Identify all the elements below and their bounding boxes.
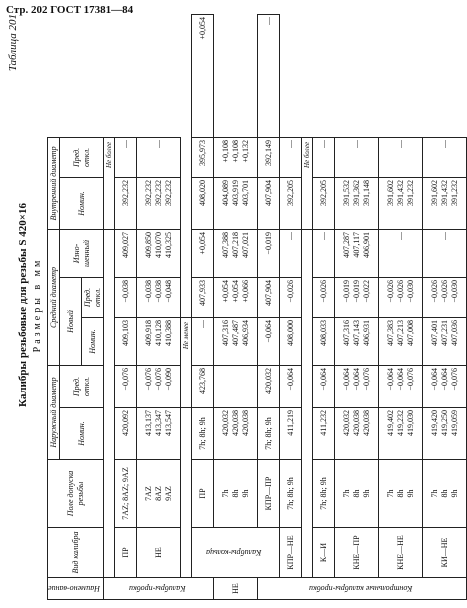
table-cell: 407,316 407,143 406,931	[335, 317, 379, 365]
header-inner-pred: Пред. откл.	[60, 137, 104, 177]
table-cell: +0,054	[192, 229, 214, 277]
table-cell: 7h; 8h; 9h	[258, 408, 280, 460]
header-inner: Внутренний диаметр	[48, 137, 60, 229]
table-number: Таблица 201	[7, 14, 19, 72]
table-cell: 392,205	[313, 177, 335, 229]
header-kind: Вид калибра	[48, 528, 104, 578]
table-cell: +0,054 +0,054 +0,066	[214, 277, 258, 317]
table-cell: КНЕ—ПР	[335, 528, 379, 578]
header-worn: Изно-шенный	[60, 229, 104, 277]
group-rings: Калибры-кольца	[192, 528, 280, 578]
table-cell: 420,032 420,038 420,038	[214, 408, 258, 460]
table-cell: —	[280, 137, 302, 177]
table-cell: 408,033	[313, 317, 335, 365]
table-cell: —	[115, 137, 137, 177]
header-outer: Наружный диаметр	[48, 365, 60, 459]
table-cell: К—И	[313, 528, 335, 578]
table-cell: 420,032	[258, 365, 280, 407]
table-cell: −0,064 −0,064 −0,076	[335, 365, 379, 407]
table-cell: 7h; 8h; 9h	[313, 460, 335, 528]
table-cell: 409,103	[115, 317, 137, 365]
table-row	[137, 15, 181, 600]
table-cell: 392,232	[115, 177, 137, 229]
table-cell: 392,232 392,232 392,232	[137, 177, 181, 229]
table-cell: —	[379, 229, 423, 277]
table-cell: 7h 8h 9h	[335, 460, 379, 528]
gauge-table	[47, 14, 467, 600]
table-cell: КПР—НЕ	[280, 528, 302, 578]
table-cell: ПР	[192, 460, 214, 528]
table-cell: −0,026	[313, 277, 335, 317]
table-cell: ПР	[115, 528, 137, 578]
table-cell: 407,933	[192, 277, 214, 317]
table-cell: КНЕ—НЕ	[379, 528, 423, 578]
table-cell: НЕ	[137, 528, 181, 578]
table-cell: 7h 8h 9h	[379, 460, 423, 528]
table-cell: −0,038 −0,038 −0,048	[137, 277, 181, 317]
table-cell: 395,973	[192, 137, 214, 177]
page-header: Стр. 202 ГОСТ 17381—84	[6, 4, 134, 16]
table-cell: −0,026	[280, 277, 302, 317]
table-cell: КИ—НЕ	[423, 528, 467, 578]
table-cell: 407,904	[258, 277, 280, 317]
table-cell: 407,383 407,213 407,008	[379, 317, 423, 365]
table-cell: 392,149	[258, 137, 280, 177]
table-cell: 407,388 407,218 407,021	[214, 229, 258, 277]
table-cell: —	[313, 137, 335, 177]
header-outer-nominal: Номин.	[60, 408, 104, 460]
table-cell: —	[379, 137, 423, 177]
table-cell: —	[192, 317, 214, 365]
table-cell: 407,401 407,231 407,036	[423, 317, 467, 365]
table-cell: 420,092	[115, 408, 137, 460]
header-tolerance: Поле допуска резьбы	[48, 460, 104, 528]
table-cell: −0,026 −0,026 −0,030	[423, 277, 467, 317]
table-row	[214, 15, 258, 600]
table-cell: 7h; 8h; 9h	[192, 408, 214, 460]
table-cell: +0,108 +0,108 +0,132	[214, 137, 258, 177]
table-row	[313, 15, 335, 600]
table-cell: 7h; 8h; 9h	[280, 460, 302, 528]
table-cell: 408,020	[192, 177, 214, 229]
table-row	[379, 15, 423, 600]
table-cell: −0,019 −0,019 −0,022	[335, 277, 379, 317]
table-cell: 408,000	[280, 317, 302, 365]
table-cell: 413,137 413,347 413,547	[137, 408, 181, 460]
table-cell: 407,287 407,117 406,901	[335, 229, 379, 277]
table-cell: 7AZ 8AZ 9AZ	[137, 460, 181, 528]
note-ne-bolee-1: Не более	[104, 137, 115, 229]
table-cell: НЕ	[214, 578, 258, 600]
table-cell: 7h 8h 9h	[423, 460, 467, 528]
header-outer-pred: Пред. откл.	[60, 365, 104, 407]
table-cell: 407,904	[258, 177, 280, 229]
table-cell: −0,064 −0,064 −0,076	[379, 365, 423, 407]
table-cell: −0,064	[258, 317, 280, 365]
table-cell: 419,420 419,250 419,059	[423, 408, 467, 460]
group-plugs: Калибры-пробки	[104, 578, 214, 600]
table-cell: КПР—ПР	[258, 460, 280, 528]
table-cell: −0,064 −0,064 −0,076	[423, 365, 467, 407]
table-row	[280, 15, 302, 600]
header-middle: Средний диаметр	[48, 229, 60, 365]
table-cell: −0,076 −0,076 −0,090	[137, 365, 181, 407]
table-cell: 423,768	[192, 365, 214, 407]
table-cell: 420,032 420,038 420,038	[335, 408, 379, 460]
table-cell: 391,532 391,362 391,148	[335, 177, 379, 229]
table-row	[115, 15, 137, 600]
table-cell: —	[313, 229, 335, 277]
table-cell: —	[335, 137, 379, 177]
table-cell: 404,089 403,919 403,701	[214, 177, 258, 229]
header-inner-nominal: Номин.	[60, 177, 104, 229]
table-cell: −0,026 −0,026 −0,030	[379, 277, 423, 317]
table-cell: —	[137, 137, 181, 177]
table-cell: +0,054	[192, 15, 214, 138]
table-cell: 392,205	[280, 177, 302, 229]
table-cell: 7h 8h 9h	[214, 460, 258, 528]
table-cell: −0,064	[280, 365, 302, 407]
table-cell: 411,232	[313, 408, 335, 460]
table-cell: −0,064	[313, 365, 335, 407]
table-row	[258, 15, 280, 600]
table-row	[423, 15, 467, 600]
table-cell: 7AZ; 8AZ; 9AZ	[115, 460, 137, 528]
note-ne-menee: Не менее	[181, 317, 192, 407]
table-cell: 391,602 391,432 391,232	[423, 177, 467, 229]
note-ne-bolee-2: Не более	[302, 137, 313, 229]
table-cell: —	[280, 229, 302, 277]
table-cell: 409,918 410,128 410,388	[137, 317, 181, 365]
table-cell: 409,027	[115, 229, 137, 277]
header-name: Наимено-вание	[48, 578, 104, 600]
table-cell: —	[423, 137, 467, 177]
table-cell: −0,038	[115, 277, 137, 317]
rotated-table-page	[5, 10, 459, 600]
table-row	[192, 15, 214, 600]
table-cell: 411,219	[280, 408, 302, 460]
table-cell: 391,602 391,432 391,232	[379, 177, 423, 229]
group-control: Контрольные калибры-пробки	[258, 578, 467, 600]
table-cell: 419,402 419,232 419,030	[379, 408, 423, 460]
table-cell: —	[258, 15, 280, 138]
table-cell	[214, 365, 258, 407]
header-middle-pred: Пред. откл.	[82, 277, 104, 317]
table-cell: 409,850 410,070 410,325	[137, 229, 181, 277]
table-cell: 407,316 407,487 406,934	[214, 317, 258, 365]
table-cell: −0,019	[258, 229, 280, 277]
table-subtitle: Размеры в мм	[32, 257, 43, 353]
table-cell: —	[423, 229, 467, 277]
header-new: Новый	[60, 277, 82, 365]
header-middle-nominal: Номин.	[82, 317, 104, 365]
table-row	[335, 15, 379, 600]
table-cell: −0,076	[115, 365, 137, 407]
table-title: Калибры резьбовые для резьбы S 420×16	[17, 202, 29, 408]
